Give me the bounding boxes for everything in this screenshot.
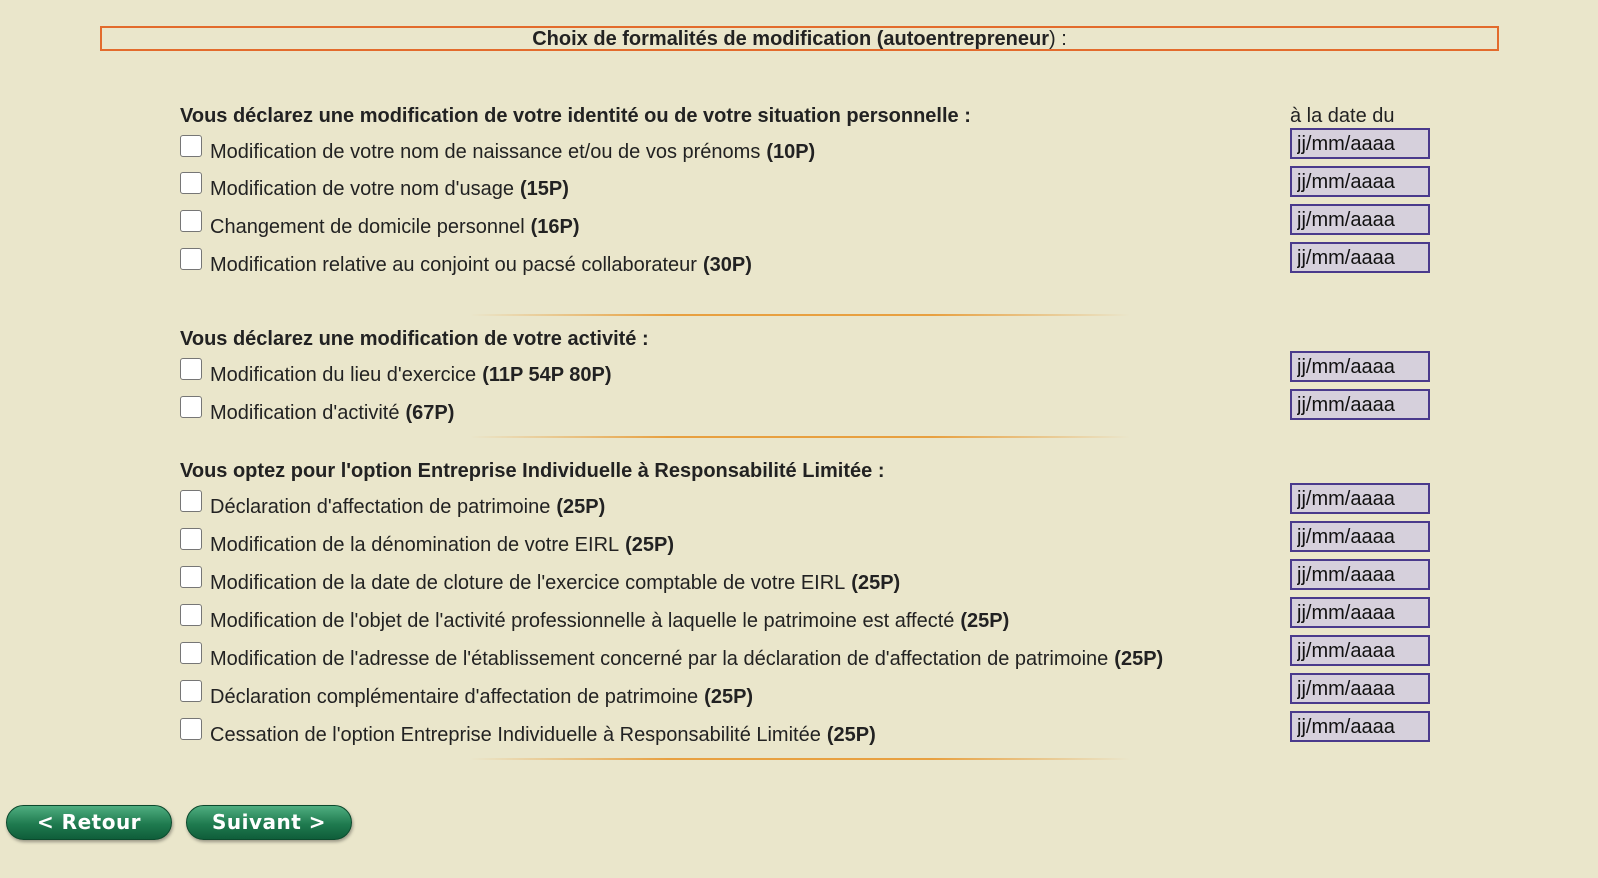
- option-code: (25P): [960, 610, 1010, 632]
- date-input[interactable]: [1290, 389, 1430, 420]
- date-column-header: à la date du: [1290, 105, 1395, 127]
- date-input[interactable]: [1290, 204, 1430, 235]
- page-title: Choix de formalités de modification (autoentrepreneur: [532, 28, 1049, 50]
- option-code: (25P): [826, 724, 876, 746]
- option-row: [180, 171, 569, 201]
- section-divider: [470, 436, 1130, 438]
- option-label: Changement de domicile personnel: [210, 216, 525, 238]
- option-label: Modification relative au conjoint ou pacsé collaborateur: [210, 254, 697, 276]
- option-code: (30P): [702, 254, 752, 276]
- option-label: Déclaration d'affectation de patrimoine: [210, 496, 551, 518]
- date-input[interactable]: [1290, 242, 1430, 273]
- option-code: (16P): [530, 216, 580, 238]
- date-input[interactable]: [1290, 597, 1430, 628]
- date-input[interactable]: [1290, 128, 1430, 159]
- option-label: Cessation de l'option Entreprise Individuelle à Responsabilité Limitée: [210, 724, 821, 746]
- option-row: [180, 603, 1009, 633]
- option-code: (15P): [520, 178, 569, 200]
- option-checkbox[interactable]: [180, 680, 202, 702]
- option-label: Modification d'activité: [210, 402, 400, 424]
- date-input[interactable]: [1290, 711, 1430, 742]
- section-divider: [470, 314, 1130, 316]
- page-title-box: [100, 26, 1499, 51]
- option-checkbox[interactable]: [180, 248, 202, 270]
- option-row: [180, 247, 752, 277]
- option-checkbox[interactable]: [180, 396, 202, 418]
- option-checkbox[interactable]: [180, 566, 202, 588]
- option-code: (11P 54P 80P): [482, 364, 612, 386]
- option-label: Modification du lieu d'exercice: [210, 364, 477, 386]
- option-label: Modification de votre nom de naissance et/ou de vos prénoms: [210, 141, 761, 163]
- option-checkbox[interactable]: [180, 604, 202, 626]
- option-row: [180, 641, 1163, 671]
- option-label: Modification de votre nom d'usage: [210, 178, 514, 200]
- option-label: Modification de l'objet de l'activité professionnelle à laquelle le patrimoine est affecté: [210, 610, 955, 632]
- date-input[interactable]: [1290, 673, 1430, 704]
- section-title-identity: Vous déclarez une modification de votre identité ou de votre situation personnelle :: [180, 105, 971, 127]
- option-row: [180, 395, 454, 425]
- option-code: (25P): [1114, 648, 1164, 670]
- date-input[interactable]: [1290, 351, 1430, 382]
- date-input[interactable]: [1290, 166, 1430, 197]
- option-label: Modification de la dénomination de votre EIRL: [210, 534, 620, 556]
- option-row: [180, 717, 876, 747]
- option-row: [180, 565, 900, 595]
- section-divider: [470, 758, 1130, 760]
- option-code: (25P): [625, 534, 675, 556]
- option-checkbox[interactable]: [180, 358, 202, 380]
- option-row: [180, 679, 753, 709]
- section-title-eirl: Vous optez pour l'option Entreprise Individuelle à Responsabilité Limitée :: [180, 460, 885, 482]
- option-row: [180, 357, 612, 387]
- option-code: (25P): [556, 496, 606, 518]
- option-row: [180, 209, 580, 239]
- date-input[interactable]: [1290, 521, 1430, 552]
- option-checkbox[interactable]: [180, 528, 202, 550]
- option-label: Modification de l'adresse de l'établissement concerné par la déclaration de d'affectation de patrimoine: [210, 648, 1109, 670]
- date-input[interactable]: [1290, 559, 1430, 590]
- next-button[interactable]: Suivant >: [186, 805, 352, 840]
- date-input[interactable]: [1290, 483, 1430, 514]
- option-checkbox[interactable]: [180, 135, 202, 157]
- option-row: [180, 527, 674, 557]
- option-checkbox[interactable]: [180, 172, 202, 194]
- page-title-suffix: ) :: [1048, 28, 1067, 50]
- section-title-activity: Vous déclarez une modification de votre activité :: [180, 328, 649, 350]
- option-row: [180, 489, 605, 519]
- option-label: Modification de la date de cloture de l'exercice comptable de votre EIRL: [210, 572, 846, 594]
- option-code: (10P): [766, 141, 816, 163]
- option-code: (25P): [851, 572, 901, 594]
- option-checkbox[interactable]: [180, 642, 202, 664]
- date-input[interactable]: [1290, 635, 1430, 666]
- option-checkbox[interactable]: [180, 210, 202, 232]
- option-code: (67P): [405, 402, 455, 424]
- back-button[interactable]: < Retour: [6, 805, 172, 840]
- option-checkbox[interactable]: [180, 490, 202, 512]
- option-row: [180, 134, 815, 164]
- option-label: Déclaration complémentaire d'affectation de patrimoine: [210, 686, 699, 708]
- option-checkbox[interactable]: [180, 718, 202, 740]
- option-code: (25P): [704, 686, 754, 708]
